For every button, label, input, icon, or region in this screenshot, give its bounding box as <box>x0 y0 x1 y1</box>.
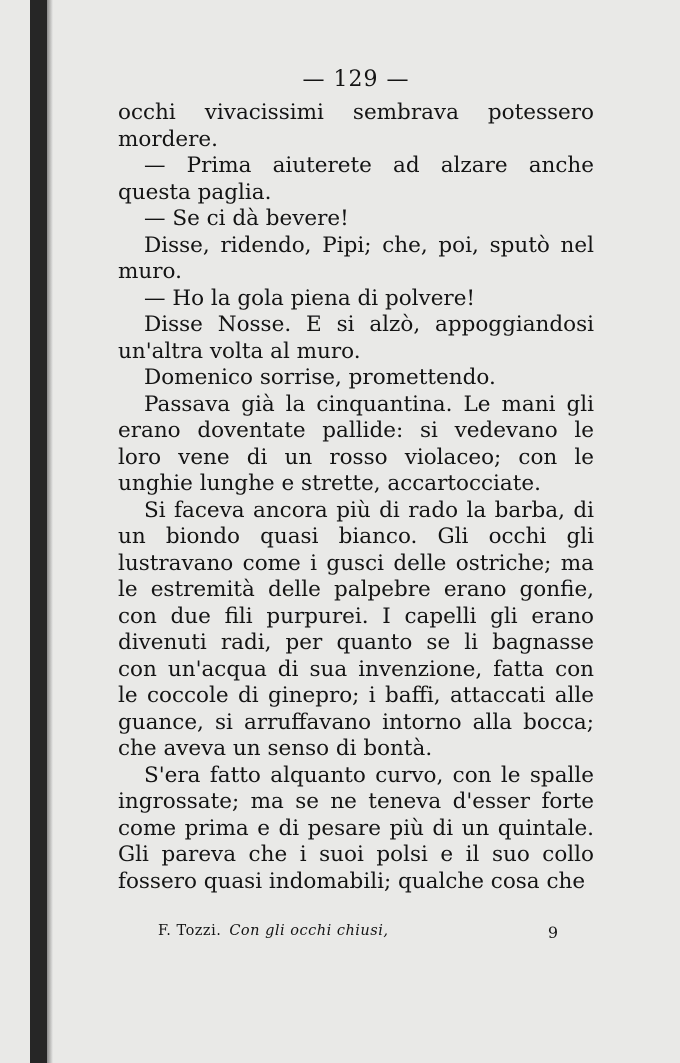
footer-author: F. Tozzi. <box>158 923 222 939</box>
footer-book-title: Con gli occhi chiusi, <box>229 923 389 939</box>
paragraph-9: Si faceva ancora più di rado la barba, di un biondo quasi bianco. Gli occhi gli lustravano come i gusci delle ostriche; ma le estremità delle palpebre erano gonfie, con due fili purpurei. I capelli gli erano divenuti radi, per quanto se li bagnasse con un'acqua di sua invenzione, fatta con le coccole di ginepro; i baffi, attaccati alle guance, si arruffavano intorno alla bocca; che aveva un senso di bontà. <box>118 497 594 761</box>
footer-author-line <box>158 916 388 946</box>
binding-edge <box>47 0 53 1063</box>
paragraph-1: occhi vivacissimi sembrava potessero mordere. <box>118 100 594 152</box>
paragraph-8: Passava già la cinquantina. Le mani gli erano doventate pallide: si vedevano le loro vene di un rosso violaceo; con le unghie lunghe e strette, accartocciate. <box>118 391 594 496</box>
paragraph-3: — Se ci dà bevere! <box>144 206 349 231</box>
paragraph-5: — Ho la gola piena di polvere! <box>144 285 476 311</box>
page-number: — 129 — <box>302 67 410 92</box>
binding-shadow <box>30 0 47 1063</box>
paragraph-10: S'era fatto alquanto curvo, con le spalle ingrossate; ma se ne teneva d'esser forte come prima e di pesare più di un quintale. Gli pareva che i suoi polsi e il suo collo fossero quasi indomabili; qualche cosa che <box>118 762 594 894</box>
body-text <box>118 100 594 895</box>
paragraph-2: — Prima aiuterete ad alzare anche questa paglia. <box>118 153 594 205</box>
paragraph-6: Disse Nosse. E si alzò, appoggiandosi un'altra volta al muro. <box>118 312 594 364</box>
paragraph-4: Disse, ridendo, Pipi; che, poi, sputò nel muro. <box>118 232 594 284</box>
paragraph-7: Domenico sorrise, promettendo. <box>144 365 496 390</box>
signature-mark: 9 <box>547 923 558 942</box>
page-footer <box>118 916 594 946</box>
